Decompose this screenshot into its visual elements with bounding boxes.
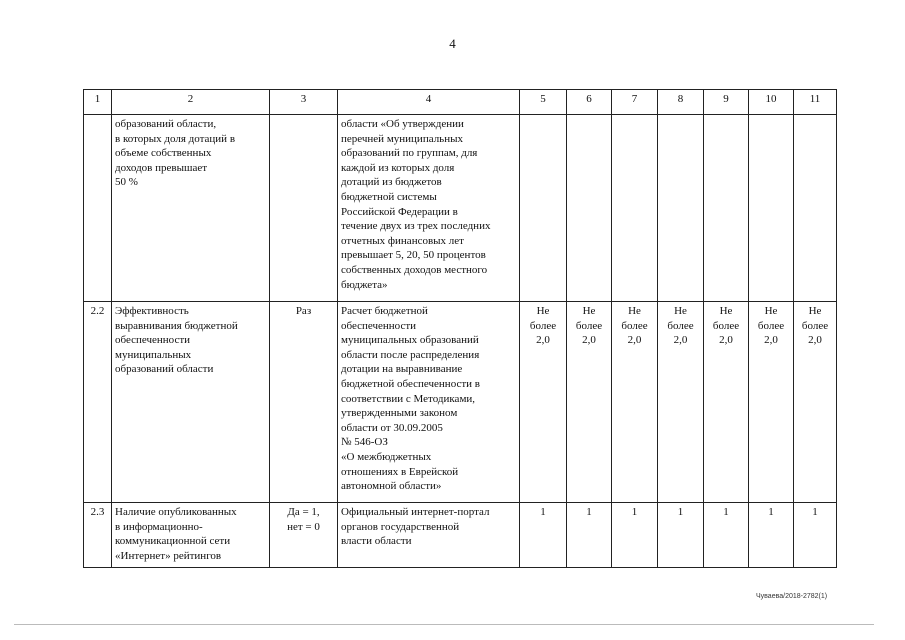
header-cell: 1 (84, 90, 112, 115)
header-cell: 8 (658, 90, 704, 115)
table-row (84, 503, 837, 568)
header-cell: 9 (704, 90, 749, 115)
indicator-name: Наличие опубликованных в информационно- коммуникационной сети «Интернет» рейтингов (112, 503, 270, 568)
value-cell: 1 (658, 503, 704, 568)
table-row (84, 115, 837, 302)
value-cell: Не более 2,0 (704, 302, 749, 503)
value-cell: Не более 2,0 (749, 302, 794, 503)
value-cell: Не более 2,0 (567, 302, 612, 503)
header-cell: 2 (112, 90, 270, 115)
unit-cell: Да = 1, нет = 0 (270, 503, 338, 568)
value-cell (567, 115, 612, 302)
row-number: 2.2 (84, 302, 112, 503)
header-cell: 5 (520, 90, 567, 115)
value-cell: Не более 2,0 (658, 302, 704, 503)
header-cell: 11 (794, 90, 837, 115)
row-number: 2.3 (84, 503, 112, 568)
value-cell (658, 115, 704, 302)
value-cell (749, 115, 794, 302)
header-cell: 7 (612, 90, 658, 115)
indicator-name: образований области, в которых доля дотаций в объеме собственных доходов превышает 50 % (112, 115, 270, 302)
header-cell: 3 (270, 90, 338, 115)
method-cell: Официальный интернет-портал органов государственной власти области (338, 503, 520, 568)
value-cell (704, 115, 749, 302)
value-cell: 1 (567, 503, 612, 568)
page-number: 4 (449, 36, 456, 51)
header-cell: 4 (338, 90, 520, 115)
unit-cell (270, 115, 338, 302)
value-cell: Не более 2,0 (520, 302, 567, 503)
value-cell: 1 (612, 503, 658, 568)
document-code: Чуваева/2018-2782(1) (756, 593, 828, 600)
value-cell (612, 115, 658, 302)
value-cell (794, 115, 837, 302)
value-cell: 1 (704, 503, 749, 568)
method-cell: Расчет бюджетной обеспеченности муниципальных образований области после распределения дотации на выравнивание бюджетной обеспеченности в соответствии с Методиками, утвержденными законом области от 30.09.2005 № 546-ОЗ «О межбюджетных отношениях в Еврейской автономной области» (338, 302, 520, 503)
row-number (84, 115, 112, 302)
method-cell: области «Об утверждении перечней муниципальных образований по группам, для каждой из которых доля дотаций из бюджетов бюджетной системы Российской Федерации в течение двух из трех последних отчетных финансовых лет превышает 5, 20, 50 процентов собственных доходов местного бюджета» (338, 115, 520, 302)
value-cell: 1 (749, 503, 794, 568)
indicators-table (83, 89, 837, 568)
header-row (84, 90, 837, 115)
indicator-name: Эффективность выравнивания бюджетной обеспеченности муниципальных образований области (112, 302, 270, 503)
table-row (84, 302, 837, 503)
header-cell: 6 (567, 90, 612, 115)
value-cell: Не более 2,0 (794, 302, 837, 503)
value-cell: 1 (520, 503, 567, 568)
header-cell: 10 (749, 90, 794, 115)
bottom-divider (14, 624, 874, 625)
value-cell: Не более 2,0 (612, 302, 658, 503)
unit-cell: Раз (270, 302, 338, 503)
value-cell: 1 (794, 503, 837, 568)
value-cell (520, 115, 567, 302)
